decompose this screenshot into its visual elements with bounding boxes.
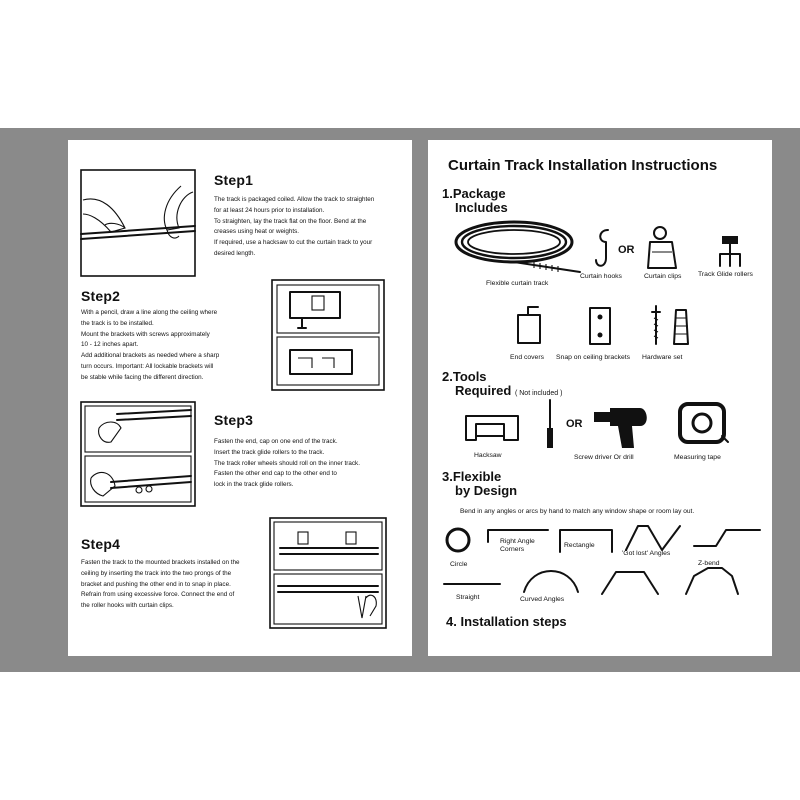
step2-line: Add additional brackets as needed where a sharp <box>81 352 220 360</box>
flexible-heading-line: 3.Flexible <box>442 469 502 484</box>
end-cover-icon <box>514 305 544 345</box>
rectangle-caption: Rectangle <box>564 542 595 549</box>
straight-caption: Straight <box>456 594 480 601</box>
hacksaw-icon <box>464 410 520 446</box>
ceiling-bracket-icon <box>588 306 612 346</box>
arc-angle-shape-icon <box>684 564 740 596</box>
zbend-caption: Z-bend <box>698 560 720 567</box>
hacksaw-caption: Hacksaw <box>474 452 502 459</box>
measuring-tape-icon <box>678 402 728 444</box>
clips-caption: Curtain clips <box>644 273 682 280</box>
curved-angles-shape-icon <box>522 568 580 594</box>
step1-line: desired length. <box>214 249 256 257</box>
circle-caption: Circle <box>450 561 468 568</box>
step4-line: the roller hooks with curtain clips. <box>81 602 174 610</box>
step3-title: Step3 <box>214 412 254 428</box>
power-drill-icon <box>592 402 652 452</box>
hardware-set-icon <box>648 304 698 348</box>
step1-line: To straighten, lay the track flat on the floor. Bend at the <box>214 217 367 225</box>
package-heading-line: Includes <box>455 200 508 215</box>
installation-heading: 4. Installation steps <box>446 614 567 629</box>
step3-line: lock in the track glide rollers. <box>214 481 294 489</box>
package-heading-line: 1.Package <box>442 186 506 201</box>
rollers-caption: Track Glide rollers <box>698 271 753 278</box>
tools-note: ( Not included ) <box>514 390 563 397</box>
glide-roller-icon <box>716 236 744 270</box>
step4-line: ceiling by inserting the track into the two prongs of the <box>81 569 232 577</box>
hardware-caption: Hardware set <box>642 354 683 361</box>
step4-title: Step4 <box>81 536 121 552</box>
tools-heading-line: 2.Tools <box>442 369 487 384</box>
straight-shape-icon <box>442 580 502 590</box>
left-instruction-sheet <box>68 140 412 656</box>
step4-line: Refrain from using excessive force. Connect the end of <box>81 591 235 599</box>
step4-line: Fasten the track to the mounted brackets installed on the <box>81 559 240 566</box>
step3-text <box>214 437 360 491</box>
right-instruction-sheet <box>428 140 772 656</box>
step4-track-mounting-illustration <box>270 518 386 628</box>
step1-line: for at least 24 hours prior to installation. <box>214 206 325 214</box>
flexible-description: Bend in any angles or arcs by hand to match any window shape or room lay out. <box>460 508 695 515</box>
gotlost-caption: 'Got lost' Angles <box>622 550 671 557</box>
step4-text <box>81 558 240 612</box>
circle-shape-icon <box>444 526 472 554</box>
step3-end-cap-illustration <box>81 402 195 506</box>
step2-text <box>81 308 219 384</box>
track-caption: Flexible curtain track <box>486 280 549 287</box>
step2-line: turn occurs. Important: All lockable brackets will <box>81 362 214 370</box>
step1-line: If required, use a hacksaw to cut the curtain track to your <box>214 239 373 247</box>
endcovers-caption: End covers <box>510 354 545 361</box>
tape-caption: Measuring tape <box>674 454 721 461</box>
step1-line: creases using heat or weights. <box>214 228 300 236</box>
or-label: OR <box>618 244 635 256</box>
curved-caption: Curved Angles <box>520 596 565 603</box>
brackets-caption: Snap on ceiling brackets <box>556 354 631 361</box>
right-angle-caption-line: Right Angle <box>500 538 535 545</box>
step2-bracket-mounting-illustration <box>272 280 384 390</box>
right-angle-caption <box>500 538 535 554</box>
step2-line: Mount the brackets with screws approximately <box>81 330 210 338</box>
coiled-track-icon <box>454 218 582 276</box>
step2-line: 10 - 12 inches apart. <box>81 341 139 349</box>
curtain-clip-icon <box>642 226 682 272</box>
got-lost-angles-shape-icon <box>624 524 684 552</box>
right-angle-caption-line: Corners <box>500 546 525 553</box>
step4-line: bracket and pushing the other end in to snap in place. <box>81 580 231 588</box>
step2-line: be stable while facing the different direction. <box>81 373 204 381</box>
hooks-caption: Curtain hooks <box>580 273 622 280</box>
tools-heading <box>442 370 562 401</box>
step1-straighten-track-illustration <box>81 170 195 276</box>
curtain-hook-icon <box>594 228 618 270</box>
trapezoid-shape-icon <box>600 570 660 596</box>
tools-heading-line: Required <box>455 383 512 398</box>
step3-line: The track roller wheels should roll on the inner track. <box>214 459 360 467</box>
step3-line: Fasten the other end cap to the other end to <box>214 470 337 478</box>
flexible-heading-line: by Design <box>455 483 518 498</box>
screwdriver-icon <box>544 398 556 450</box>
step2-title: Step2 <box>81 288 121 304</box>
package-heading <box>442 187 508 215</box>
step2-line: With a pencil, draw a line along the ceiling where <box>81 309 218 316</box>
step1-title: Step1 <box>214 172 254 188</box>
or-label: OR <box>566 418 583 430</box>
driver-caption: Screw driver Or drill <box>574 454 634 461</box>
step1-text <box>214 195 374 260</box>
step3-line: Fasten the end, cap on one end of the track. <box>214 438 338 445</box>
z-bend-shape-icon <box>692 526 762 548</box>
step3-line: Insert the track glide rollers to the track. <box>214 448 325 456</box>
document-title: Curtain Track Installation Instructions <box>448 157 718 174</box>
step1-line: The track is packaged coiled. Allow the track to straighten <box>214 196 375 203</box>
rectangle-shape-icon <box>558 528 614 554</box>
step2-line: the track is to be installed. <box>81 319 154 327</box>
flexible-heading <box>442 470 517 498</box>
